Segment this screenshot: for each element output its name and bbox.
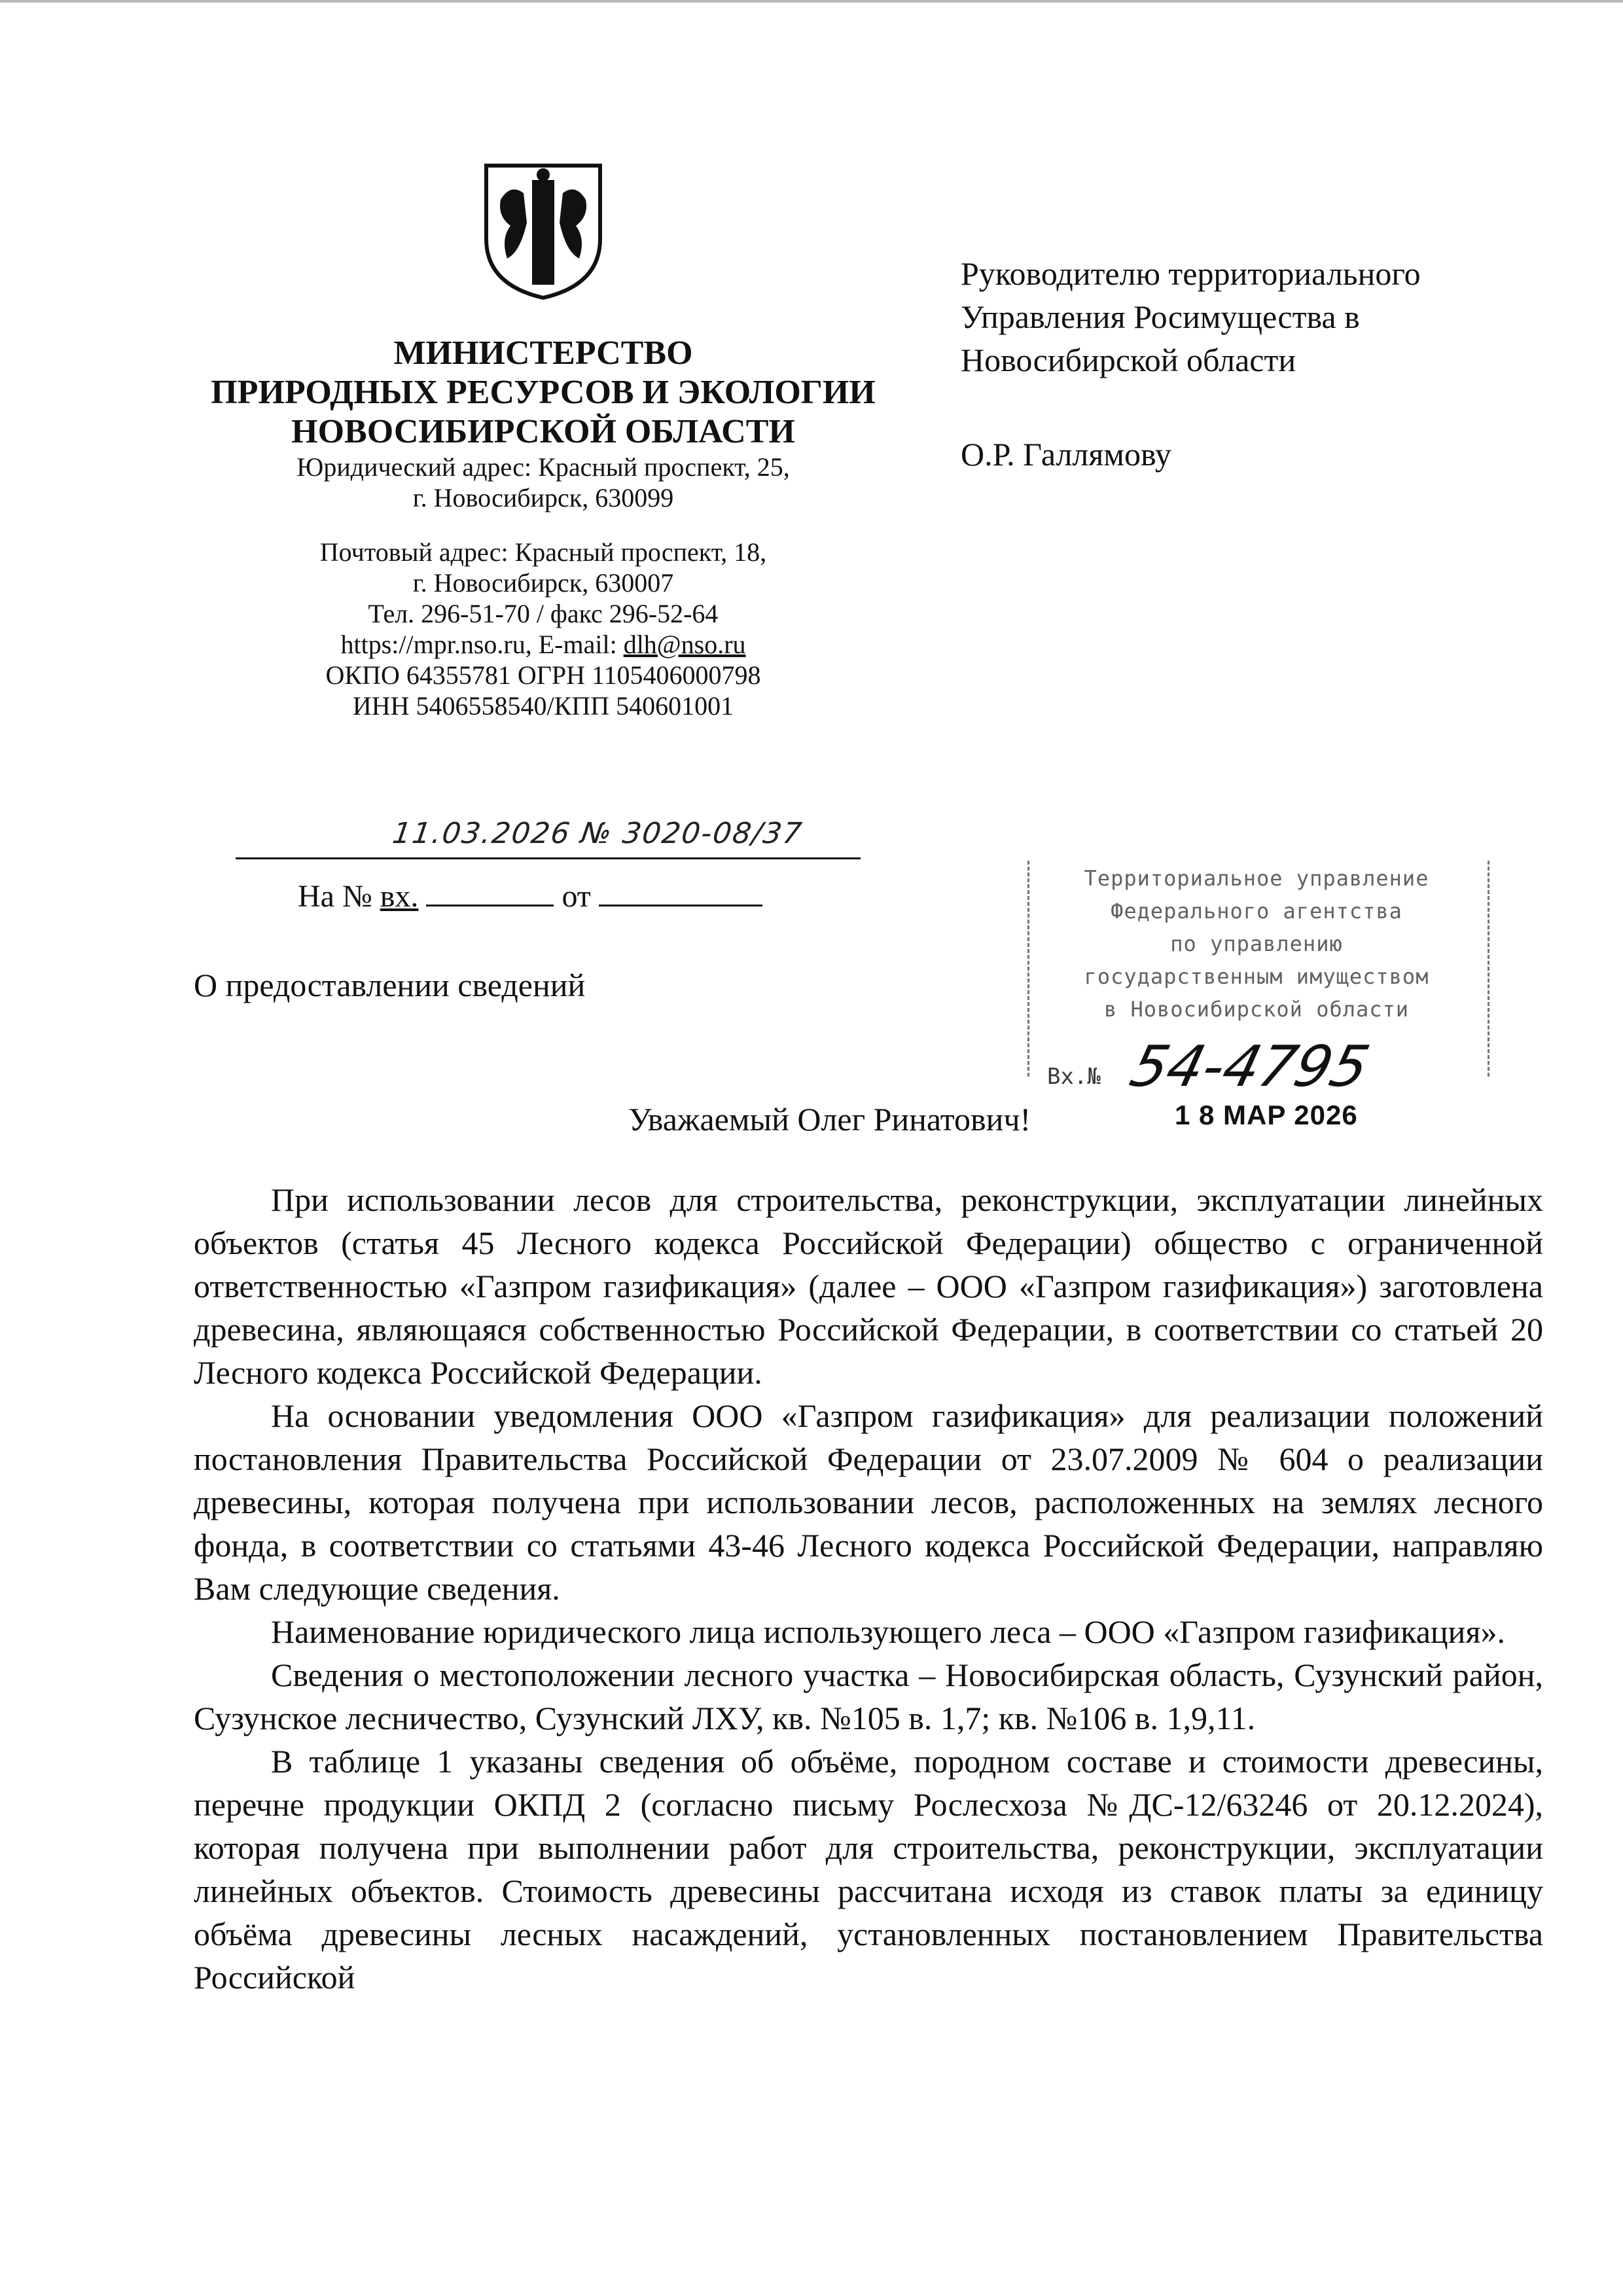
stamp-line: Территориальное управление <box>1084 866 1429 891</box>
stamp-line: государственным имуществом <box>1084 964 1429 989</box>
body-paragraph: Наименование юридического лица использующего леса – ООО «Газпром газификация». <box>271 1613 1505 1650</box>
handwritten-outgoing-number: 11.03.2026 № 3020-08/37 <box>390 817 805 850</box>
org-name-line: ПРИРОДНЫХ РЕСУРСОВ И ЭКОЛОГИИ <box>211 374 876 411</box>
salutation: Уважаемый Олег Ринатович! <box>628 1101 1031 1138</box>
legal-address: г. Новосибирск, 630099 <box>412 483 674 512</box>
addressee-line: Управления Росимущества в <box>961 298 1360 335</box>
coat-of-arms-icon <box>481 160 605 301</box>
legal-address: Юридический адрес: Красный проспект, 25, <box>296 452 790 482</box>
reference-line <box>298 876 762 916</box>
reference-date-blank <box>599 876 762 906</box>
reference-vx: вх. <box>380 879 419 914</box>
postal-address: г. Новосибирск, 630007 <box>412 568 674 598</box>
body-paragraph: В таблице 1 указаны сведения об объёме, породном составе и стоимости древесины, перечне продукции ОКПД 2 (согласно письму Рослесхоза №ДС-12/63246 от 20.12.2024), которая получена при выполнении работ для строительства, реконструкции, эксплуатации линейных объектов. Стоимость древесины рассчитана исходя из ставок платы за единицу объёма древесины лесных насаждений, установленных постановлением Правительства Российской <box>194 1743 1543 1996</box>
web-email-line <box>164 629 923 660</box>
addressee-line: Новосибирской области <box>961 342 1296 378</box>
incoming-stamp <box>1027 861 1492 1149</box>
registration-codes: ОКПО 64355781 ОГРН 1105406000798 <box>325 660 761 690</box>
postal-address: Почтовый адрес: Красный проспект, 18, <box>319 537 767 567</box>
org-name-line: МИНИСТЕРСТВО <box>393 334 693 372</box>
addressee-block <box>961 252 1550 476</box>
sender-block <box>164 334 923 721</box>
stamp-line: Федерального агентства <box>1111 899 1402 924</box>
stamp-incoming-label: Вх.№ <box>1047 1064 1101 1090</box>
stamp-line: по управлению <box>1170 931 1343 956</box>
stamp-incoming-number: 54-4795 <box>1124 1034 1376 1100</box>
email-link[interactable]: dlh@nso.ru <box>623 630 746 659</box>
letter-body <box>194 1178 1543 1999</box>
stamp-date: 1 8 MAP 2026 <box>1175 1100 1358 1130</box>
org-name-line: НОВОСИБИРСКОЙ ОБЛАСТИ <box>291 413 795 450</box>
reference-number-blank <box>426 876 554 906</box>
tax-codes: ИНН 5406558540/КПП 540601001 <box>352 691 734 721</box>
outgoing-number-line <box>236 818 861 859</box>
addressee-name: О.Р. Галлямову <box>961 436 1171 473</box>
reference-prefix: На № <box>298 879 380 914</box>
body-paragraph: При использовании лесов для строительства, реконструкции, эксплуатации линейных объектов (статья 45 Лесного кодекса Российской Федерации) общество с ограниченной ответственностью «Газпром газификация» (далее – ООО «Газпром газификация») заготовлена древесина, являющаяся собственностью Российской Федерации, в соответствии со статьей 20 Лесного кодекса Российской Федерации. <box>194 1181 1543 1391</box>
body-paragraph: На основании уведомления ООО «Газпром газификация» для реализации положений постановления Правительства Российской Федерации от 23.07.2009 № 604 о реализации древесины, которая получена при использовании лесов, расположенных на землях лесного фонда, в соответствии со статьями 43-46 Лесного кодекса Российской Федерации, направляю Вам следующие сведения. <box>194 1397 1543 1607</box>
stamp-line: в Новосибирской области <box>1103 997 1410 1022</box>
letter-subject: О предоставлении сведений <box>194 967 586 1003</box>
website: https://mpr.nso.ru, E-mail: <box>340 630 624 659</box>
phone-fax: Тел. 296-51-70 / факс 296-52-64 <box>368 599 719 628</box>
addressee-line: Руководителю территориального <box>961 255 1421 292</box>
scan-edge <box>0 0 1623 3</box>
body-paragraph: Сведения о местоположении лесного участка – Новосибирская область, Сузунский район, Сузунское лесничество, Сузунский ЛХУ, кв. №105 в. 1,7; кв. №106 в. 1,9,11. <box>194 1657 1543 1736</box>
reference-from: от <box>562 879 591 914</box>
